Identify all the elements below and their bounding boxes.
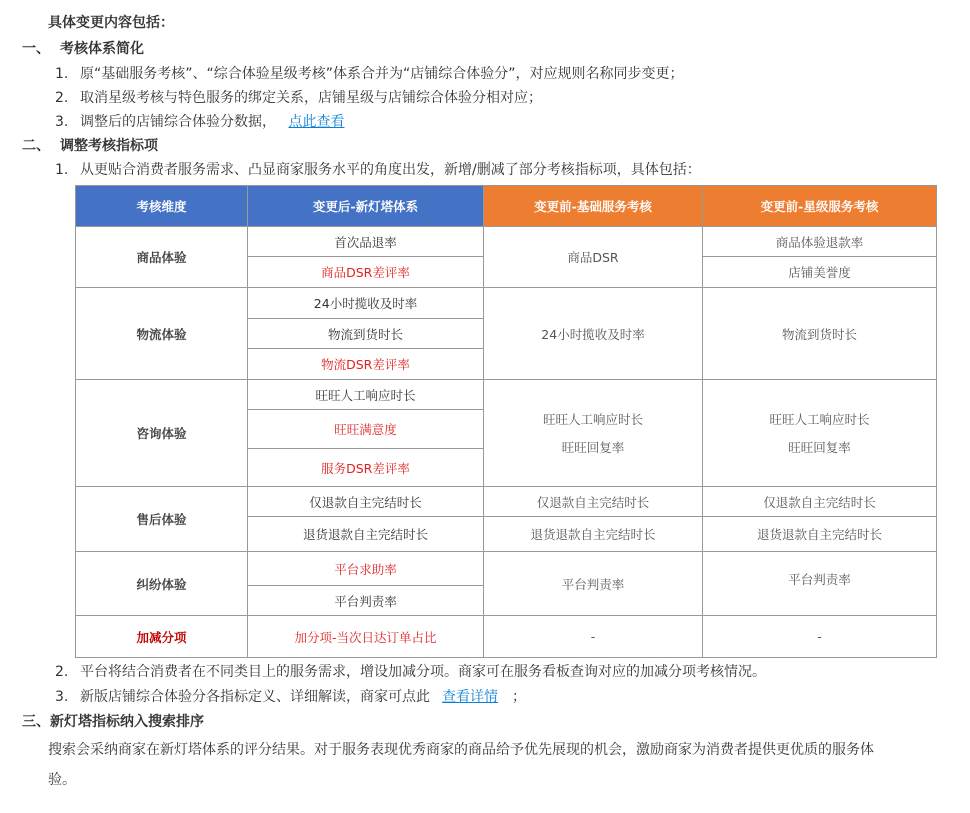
dim-cell: 商品体验 <box>76 227 248 288</box>
star-line: 旺旺人工响应时长 <box>769 412 870 427</box>
star-cell: 店铺美誉度 <box>703 257 937 288</box>
new-cell: 平台判责率 <box>248 586 484 616</box>
s3-paragraph-cont: 验。 <box>48 772 76 788</box>
new-cell: 平台求助率 <box>248 552 484 586</box>
star-cell <box>703 380 937 487</box>
star-cell: 仅退款自主完结时长 <box>703 487 937 517</box>
dim-cell: 物流体验 <box>76 288 248 380</box>
section1-num: 一、 <box>22 41 50 57</box>
section3-title: 三、新灯塔指标纳入搜索排序 <box>22 714 204 730</box>
s2-item3-num: 3. <box>55 689 69 705</box>
table-row <box>76 616 937 658</box>
s1-item3-num: 3. <box>55 114 69 130</box>
s1-item1: 原“基础服务考核”、“综合体验星级考核”体系合并为“店铺综合体验分”，对应规则名称同步变更； <box>80 66 684 82</box>
section2-num: 二、 <box>22 138 50 154</box>
new-cell: 旺旺满意度 <box>248 410 484 449</box>
basic-cell: - <box>484 616 703 658</box>
table-row <box>76 288 937 319</box>
basic-cell: 24小时揽收及时率 <box>484 288 703 380</box>
s2-item3-text: 新版店铺综合体验分各指标定义、详细解读，商家可点此 <box>80 689 430 705</box>
new-cell: 物流DSR差评率 <box>248 349 484 380</box>
star-line: 旺旺回复率 <box>788 440 851 455</box>
table-row <box>76 227 937 257</box>
s2-item1-num: 1. <box>55 162 69 178</box>
s1-item2-num: 2. <box>55 90 69 106</box>
s2-item3 <box>80 687 526 707</box>
basic-cell: 商品DSR <box>484 227 703 288</box>
header-cell: 考核维度 <box>76 186 248 227</box>
table-header <box>76 186 937 227</box>
new-cell: 服务DSR差评率 <box>248 449 484 487</box>
metrics-table <box>75 185 937 658</box>
s1-item3 <box>80 112 344 132</box>
s2-item1: 从更贴合消费者服务需求、凸显商家服务水平的角度出发，新增/删减了部分考核指标项，具体包括： <box>80 162 701 178</box>
table-row <box>76 552 937 586</box>
dim-cell: 纠纷体验 <box>76 552 248 616</box>
basic-cell: 平台判责率 <box>484 552 703 616</box>
s1-item3-text: 调整后的店铺综合体验分数据， <box>80 114 276 130</box>
new-cell: 24小时揽收及时率 <box>248 288 484 319</box>
new-cell: 首次品退率 <box>248 227 484 257</box>
s2-item2: 平台将结合消费者在不同类目上的服务需求，增设加减分项。商家可在服务看板查询对应的加减分项考核情况。 <box>80 664 766 680</box>
header-cell: 变更前-星级服务考核 <box>703 186 937 227</box>
s2-item3-tail: ； <box>512 689 526 705</box>
basic-cell <box>484 380 703 487</box>
new-cell: 仅退款自主完结时长 <box>248 487 484 517</box>
s2-item2-num: 2. <box>55 664 69 680</box>
dim-cell: 加减分项 <box>76 616 248 658</box>
new-cell: 物流到货时长 <box>248 319 484 349</box>
new-cell: 退货退款自主完结时长 <box>248 517 484 552</box>
star-cell: 物流到货时长 <box>703 288 937 380</box>
section2-title: 调整考核指标项 <box>60 138 158 154</box>
star-cell: 平台判责率 <box>703 552 937 616</box>
new-cell: 旺旺人工响应时长 <box>248 380 484 410</box>
star-cell: - <box>703 616 937 658</box>
basic-cell: 仅退款自主完结时长 <box>484 487 703 517</box>
section1-title: 考核体系简化 <box>60 41 144 57</box>
new-cell: 加分项-当次日达订单占比 <box>248 616 484 658</box>
header-cell: 变更后-新灯塔体系 <box>248 186 484 227</box>
star-cell: 退货退款自主完结时长 <box>703 517 937 552</box>
details-link[interactable]: 查看详情 <box>442 689 498 705</box>
dim-cell: 售后体验 <box>76 487 248 552</box>
new-cell: 商品DSR差评率 <box>248 257 484 288</box>
s1-item2: 取消星级考核与特色服务的绑定关系，店铺星级与店铺综合体验分相对应； <box>80 90 542 106</box>
dim-cell: 咨询体验 <box>76 380 248 487</box>
star-cell: 商品体验退款率 <box>703 227 937 257</box>
table-row <box>76 380 937 410</box>
basic-cell: 退货退款自主完结时长 <box>484 517 703 552</box>
view-link[interactable]: 点此查看 <box>288 114 345 130</box>
intro: 具体变更内容包括： <box>48 15 174 31</box>
basic-line: 旺旺人工响应时长 <box>542 412 643 427</box>
table-row <box>76 487 937 517</box>
s1-item1-num: 1. <box>55 66 69 82</box>
header-cell: 变更前-基础服务考核 <box>484 186 703 227</box>
basic-line: 旺旺回复率 <box>561 440 625 455</box>
s3-paragraph: 搜索会采纳商家在新灯塔体系的评分结果。对于服务表现优秀商家的商品给予优先展现的机会，激励商家为消费者提供更优质的服务体 <box>48 742 874 758</box>
